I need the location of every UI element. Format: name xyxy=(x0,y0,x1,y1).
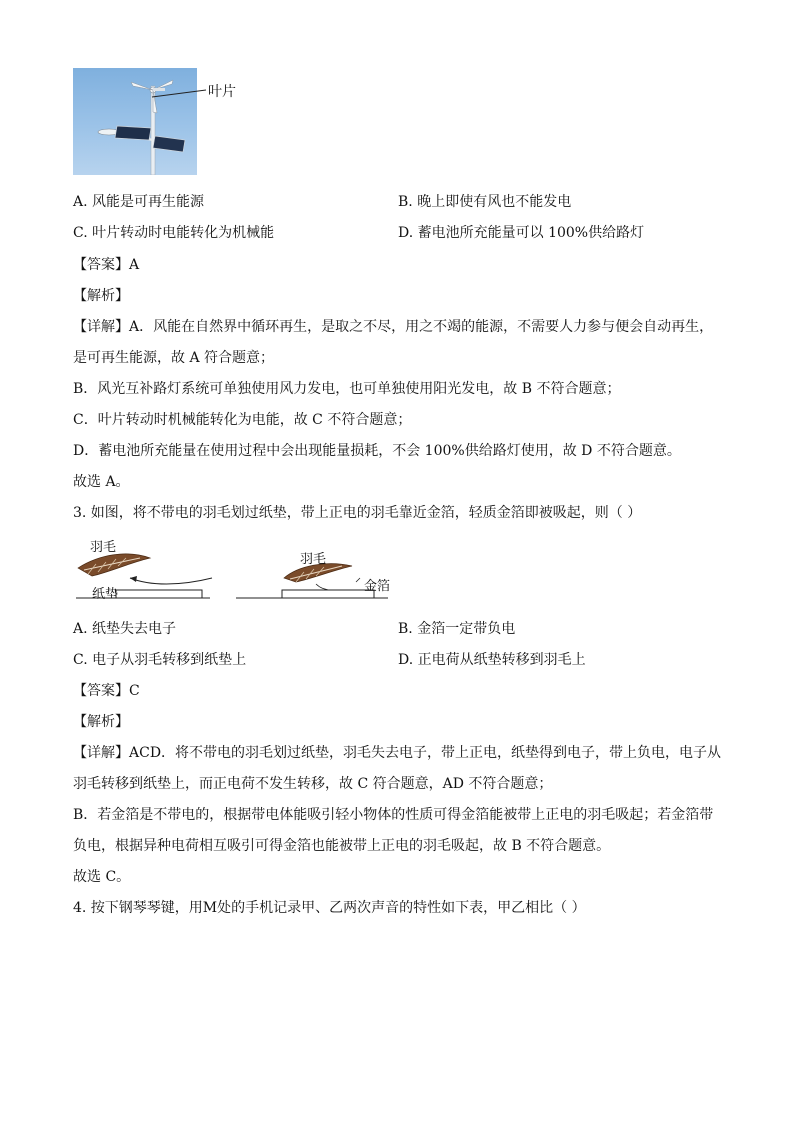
q3-detail-line: 负电，根据异种电荷相互吸引可得金箔也能被带上正电的羽毛吸起，故 B 不符合题意。 xyxy=(73,838,611,854)
q2-option-d: D. 蓄电池所充能量可以 100%供给路灯 xyxy=(398,225,645,241)
q3-option-c: C. 电子从羽毛转移到纸垫上 xyxy=(73,652,247,668)
feather-label-left: 羽毛 xyxy=(90,540,117,555)
blade-leader-line xyxy=(150,84,208,100)
pad-label: 纸垫 xyxy=(92,587,119,602)
foil-label: 金箔 xyxy=(364,579,391,594)
q2-detail-line: C．叶片转动时机械能转化为电能，故 C 不符合题意； xyxy=(73,412,412,428)
q2-analysis-title: 【解析】 xyxy=(73,288,129,304)
q3-option-a: A. 纸垫失去电子 xyxy=(73,621,177,637)
q2-option-c: C. 叶片转动时电能转化为机械能 xyxy=(73,225,275,241)
q3-detail-line: B．若金箔是不带电的，根据带电体能吸引轻小物体的性质可得金箔能被带上正电的羽毛吸起；若金箔带 xyxy=(73,807,714,823)
q2-detail-line: 是可再生能源，故 A 符合题意； xyxy=(73,350,275,366)
q3-option-b: B. 金箔一定带负电 xyxy=(398,621,516,637)
q3-option-d: D. 正电荷从纸垫转移到羽毛上 xyxy=(398,652,586,668)
feather-label-right: 羽毛 xyxy=(300,552,327,567)
q2-detail-line: D．蓄电池所充能量在使用过程中会出现能量损耗，不会 100%供给路灯使用，故 D 不符合题意。 xyxy=(73,443,681,459)
q3-answer: 【答案】C xyxy=(73,683,140,699)
q2-answer: 【答案】A xyxy=(73,257,140,273)
q2-option-a: A. 风能是可再生能源 xyxy=(73,194,205,210)
q2-conclusion: 故选 A。 xyxy=(73,474,130,490)
q3-detail-line: 羽毛转移到纸垫上，而正电荷不发生转移，故 C 符合题意，AD 不符合题意； xyxy=(73,776,553,792)
q4-stem: 4. 按下钢琴琴键，用M处的手机记录甲、乙两次声音的特性如下表，甲乙相比（ ） xyxy=(73,900,586,916)
blade-label: 叶片 xyxy=(208,84,236,100)
q3-stem: 3. 如图，将不带电的羽毛划过纸垫，带上正电的羽毛靠近金箔，轻质金箔即被吸起，则（ ） xyxy=(73,505,642,521)
q2-detail-line: B．风光互补路灯系统可单独使用风力发电，也可单独使用阳光发电，故 B 不符合题意； xyxy=(73,381,621,397)
q3-analysis-title: 【解析】 xyxy=(73,714,129,730)
q2-detail-line: 【详解】A．风能在自然界中循环再生，是取之不尽，用之不竭的能源，不需要人力参与便会自动再生， xyxy=(73,319,714,335)
q2-option-b: B. 晚上即使有风也不能发电 xyxy=(398,194,572,210)
q3-conclusion: 故选 C。 xyxy=(73,869,131,885)
q3-detail-line: 【详解】ACD．将不带电的羽毛划过纸垫，羽毛失去电子，带上正电，纸垫得到电子，带上负电，电子从 xyxy=(73,745,722,761)
